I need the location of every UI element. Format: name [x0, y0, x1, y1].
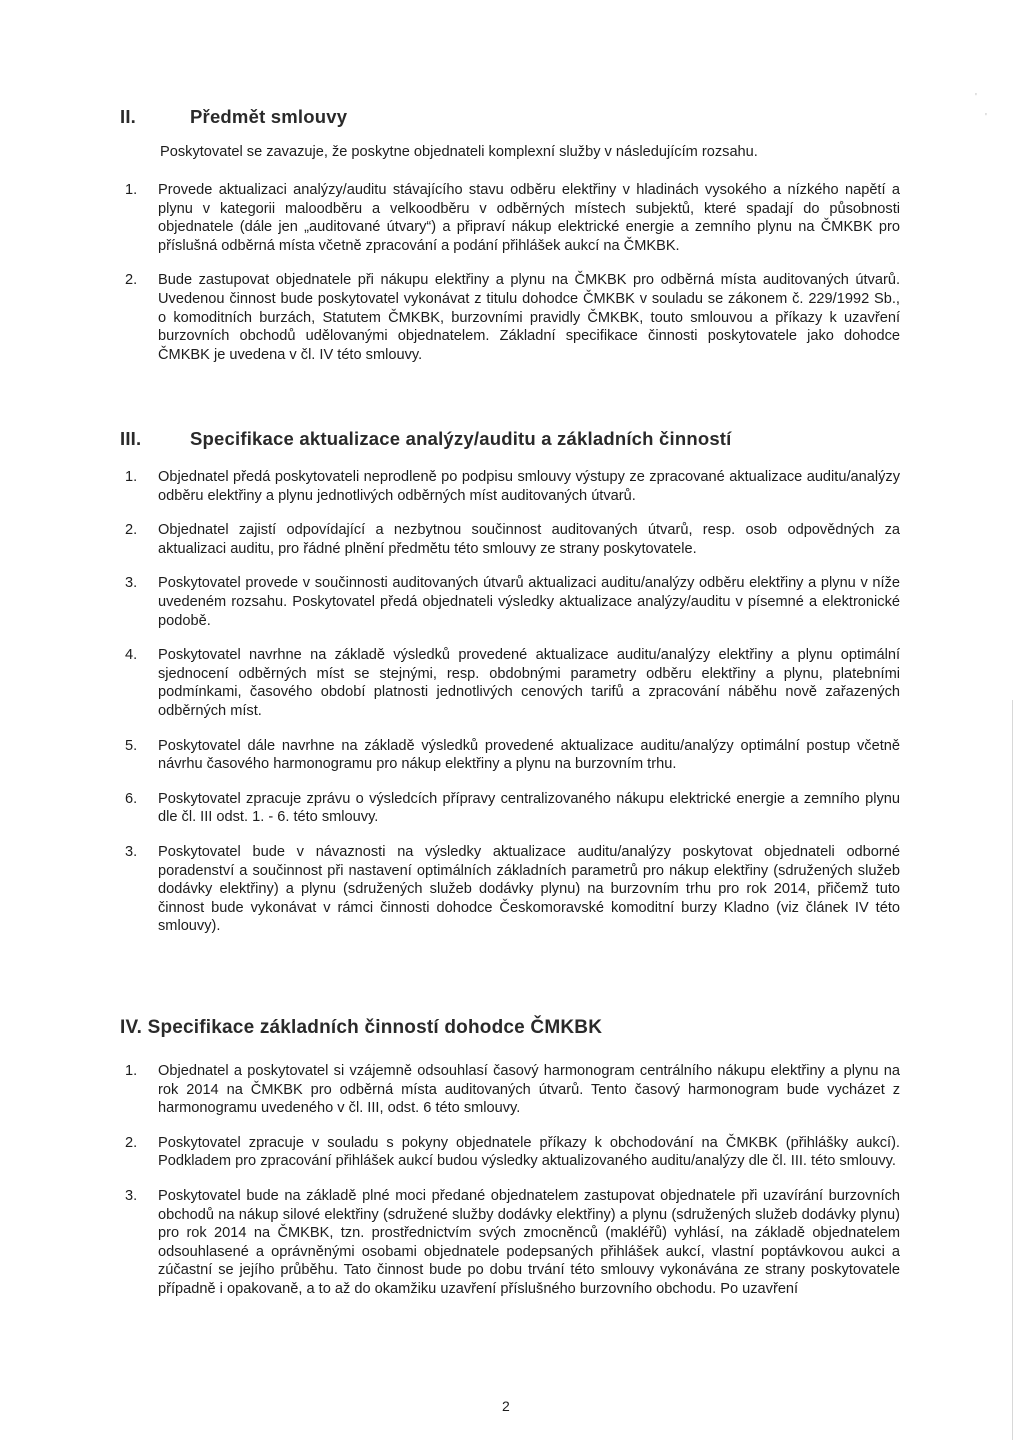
item-text: Objednatel a poskytovatel si vzájemně odsouhlasí časový harmonogram centrálního nákupu elektřiny a plynu na rok 2014 na ČMKBK pro odběrná místa auditovaných útvarů. Tento časový harmonogram bude vycházet z harmonogramu uvedeného v čl. III, odst. 6 této smlouvy.	[158, 1063, 900, 1117]
item-text: Poskytovatel dále navrhne na základě výsledků provedené aktualizace auditu/analýzy optimální postup včetně návrhu časového harmonogramu pro nákup elektřiny a plynu na burzovním trhu.	[158, 737, 900, 773]
section-title: Specifikace aktualizace analýzy/auditu a základních činností	[190, 428, 732, 449]
section-number: IV.	[120, 1017, 143, 1038]
section-iv-list	[120, 1062, 900, 1315]
scan-edge-line	[1012, 700, 1013, 1440]
section-iii-list	[120, 468, 900, 952]
list-item	[120, 181, 900, 255]
scan-speck: '	[975, 92, 977, 103]
section-heading-ii	[120, 106, 347, 128]
page-number: 2	[502, 1398, 510, 1414]
item-text: Poskytovatel bude v návaznosti na výsledky aktualizace auditu/analýzy poskytovat objednateli odborné poradenství a součinnost při nastavení optimálních základních parametrů pro nákup elektřiny (sdružených služeb dodávky elektřiny) a plynu (sdružených služeb dodávky plynu) na burzovním trhu pro rok 2014, přičemž tuto činnost bude vykonávat v rámci činnosti dohodce Českomoravské komoditní burzy Kladno (viz článek IV této smlouvy).	[158, 843, 900, 935]
list-item	[120, 1134, 900, 1171]
item-number: 2.	[125, 522, 138, 539]
item-text: Bude zastupovat objednatele při nákupu elektřiny a plynu na ČMKBK pro odběrná místa auditovaných útvarů. Uvedenou činnost bude poskytovatel vykonávat z titulu dohodce ČMKBK v souladu se zákonem č. 229/1992 Sb., o komoditních burzách, Statutem ČMKBK, burzovními pravidly ČMKBK, touto smlouvou a příkazy k uzavření burzovních obchodů udělovanými objednatelem. Základní specifikace činnosti poskytovatele jako dohodce ČMKBK je uvedena v čl. IV této smlouvy.	[158, 272, 900, 363]
item-number: 3.	[125, 843, 138, 860]
section-number: II.	[120, 106, 137, 127]
section-number: III.	[120, 428, 142, 449]
list-item	[120, 521, 900, 558]
item-number: 4.	[125, 647, 138, 664]
item-number: 6.	[125, 790, 138, 807]
item-text: Poskytovatel provede v součinnosti auditovaných útvarů aktualizaci auditu/analýzy odběru elektřiny a plynu v níže uvedeném rozsahu. Poskytovatel předá objednateli výsledky aktualizace analýzy/auditu v písemné a elektronické podobě.	[158, 575, 900, 629]
section-intro: Poskytovatel se zavazuje, že poskytne objednateli komplexní služby v následujícím rozsahu.	[160, 144, 758, 160]
list-item	[120, 574, 900, 630]
item-text: Provede aktualizaci analýzy/auditu stávajícího stavu odběru elektřiny v hladinách vysokého a nízkého napětí a plynu v kategorii maloodběru a velkoodběru v odběrných místech subjektů, které spadají do působnosti objednatele (dále jen „auditované útvary“) a připraví nákup elektrické energie a zemního plynu na ČMKBK pro příslušná odběrná místa včetně zpracování a podání přihlášek aukcí na ČMKBK.	[158, 182, 900, 254]
item-text: Objednatel zajistí odpovídající a nezbytnou součinnost auditovaných útvarů, resp. osob odpovědných za aktualizaci auditu, pro řádné plnění předmětu této smlouvy ze strany poskytovatele.	[158, 522, 900, 557]
list-item	[120, 790, 900, 827]
item-number: 2.	[125, 1134, 138, 1151]
item-text: Poskytovatel bude na základě plné moci předané objednatelem zastupovat objednatele při uzavírání burzovních obchodů na nákup silové elektřiny (sdružené služby dodávky elektřiny) a plynu (sdružených služeb dodávky plynu) pro rok 2014 na ČMKBK, tzn. prostřednictvím svých zmocněnců (makléřů) vyhlásí, na základě objednatelem odsouhlasené a oprávněnými osobami objednatele podepsaných přihlášek aukcí, vlastní poptávkovou aukci a zúčastní se jejího průběhu. Tato činnost bude po dobu trvání této smlouvy vykonávána ze strany poskytovatele případně i opakovaně, a to až do okamžiku uzavření příslušného burzovního obchodu. Po uzavření	[158, 1187, 900, 1297]
item-number: 1.	[125, 1063, 138, 1079]
list-item	[120, 1187, 900, 1299]
item-number: 5.	[125, 737, 138, 754]
item-number: 1.	[125, 469, 138, 485]
item-text: Poskytovatel navrhne na základě výsledků provedené aktualizace auditu/analýzy elektřiny a plynu optimální sjednocení odběrných míst se stejnými, resp. obdobnými parametry odběru elektřiny a plynu, platebními podmínkami, časového období platnosti jednotlivých cenových tarifů a zpracování náběhu nově zařazených odběrných míst.	[158, 647, 900, 719]
list-item	[120, 468, 900, 505]
item-number: 1.	[125, 182, 138, 198]
item-text: Objednatel předá poskytovateli neprodleně po podpisu smlouvy výstupy ze zpracované aktualizace auditu/analýzy odběru elektřiny a plynu jednotlivých odběrných míst auditovaných útvarů.	[158, 469, 900, 504]
item-number: 2.	[125, 272, 138, 289]
scan-speck: '	[985, 112, 987, 123]
list-item	[120, 843, 900, 936]
item-text: Poskytovatel zpracuje zprávu o výsledcích přípravy centralizovaného nákupu elektrické energie a zemního plynu dle čl. III odst. 1. - 6. této smlouvy.	[158, 790, 900, 826]
item-text: Poskytovatel zpracuje v souladu s pokyny objednatele příkazy k obchodování na ČMKBK (přihlášky aukcí). Podkladem pro zpracování přihlášek aukcí budou výsledky aktualizovaného auditu/analýzy dle čl. III. této smlouvy.	[158, 1134, 900, 1170]
item-number: 3.	[125, 575, 138, 592]
section-title: Předmět smlouvy	[190, 106, 348, 127]
section-ii-list	[120, 181, 900, 380]
list-item	[120, 271, 900, 364]
list-item	[120, 1062, 900, 1118]
item-number: 3.	[125, 1187, 138, 1204]
section-heading-iii	[120, 428, 732, 450]
list-item	[120, 737, 900, 774]
section-heading-iv	[120, 1017, 602, 1039]
section-title: Specifikace základních činností dohodce ČMKBK	[147, 1017, 603, 1038]
list-item	[120, 646, 900, 720]
